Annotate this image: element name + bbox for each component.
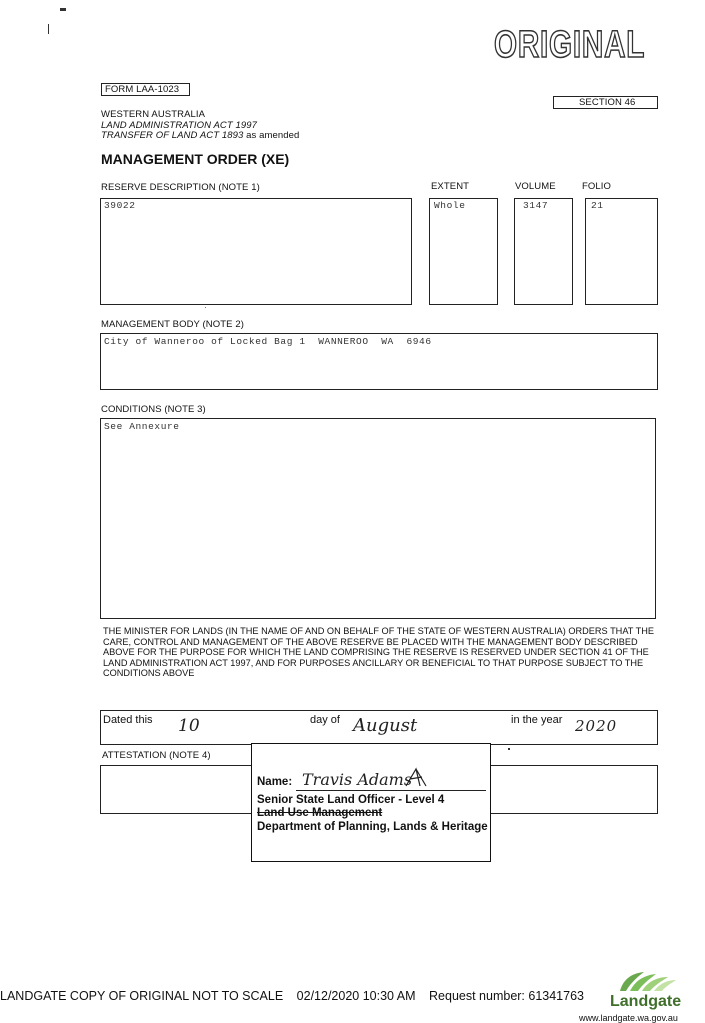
management-body-field <box>100 333 658 390</box>
conditions-field <box>100 418 656 619</box>
request-number: Request number: 61341763 <box>429 989 584 1003</box>
name-label: Name: <box>257 776 293 788</box>
act-land-administration: LAND ADMINISTRATION ACT 1997 <box>101 120 258 131</box>
reserve-description-value: 39022 <box>104 200 136 211</box>
conditions-value: See Annexure <box>104 421 180 432</box>
act-transfer-name: TRANSFER OF LAND ACT 1893 <box>101 130 244 141</box>
department: Department of Planning, Lands & Heritage <box>257 821 488 833</box>
month-value: August <box>353 715 418 736</box>
volume-field <box>514 198 573 305</box>
landgate-website: www.landgate.wa.gov.au <box>579 1013 678 1023</box>
management-body-label: MANAGEMENT BODY (NOTE 2) <box>101 319 244 330</box>
scan-artifact <box>205 307 206 308</box>
form-number-box <box>101 83 190 96</box>
folio-label: FOLIO <box>582 181 612 192</box>
reserve-description-label: RESERVE DESCRIPTION (NOTE 1) <box>101 182 260 193</box>
act-transfer-of-land <box>101 130 299 141</box>
management-body-value: City of Wanneroo of Locked Bag 1 WANNEROO WA 6946 <box>104 336 432 347</box>
signature-line <box>296 790 486 791</box>
volume-label: VOLUME <box>515 181 556 192</box>
dated-this-label: Dated this <box>103 714 153 726</box>
reserve-description-field <box>100 198 412 305</box>
original-stamp: ORIGINAL <box>494 24 646 66</box>
page-title: MANAGEMENT ORDER (XE) <box>101 151 290 167</box>
landgate-logo-text: Landgate <box>610 993 682 1010</box>
scan-artifact <box>508 748 510 750</box>
day-value: 10 <box>178 716 200 736</box>
day-of-label: day of <box>310 714 340 726</box>
copy-notice: LANDGATE COPY OF ORIGINAL NOT TO SCALE <box>0 989 284 1003</box>
copy-notice-line <box>0 989 584 1003</box>
folio-field <box>585 198 658 305</box>
officer-stamp <box>251 743 491 862</box>
print-datetime: 02/12/2020 10:30 AM <box>296 989 416 1003</box>
attestation-label: ATTESTATION (NOTE 4) <box>102 750 211 761</box>
volume-value: 3147 <box>523 200 549 211</box>
extent-label: EXTENT <box>431 181 470 192</box>
year-value: 2020 <box>575 717 618 735</box>
signature-mark <box>402 766 432 790</box>
extent-field <box>429 198 498 305</box>
form-number: FORM LAA-1023 <box>105 84 180 95</box>
year-label: in the year <box>511 714 563 726</box>
jurisdiction: WESTERN AUSTRALIA <box>101 109 206 120</box>
struck-unit: Land Use Management <box>257 807 383 819</box>
dated-row <box>100 710 658 745</box>
act-transfer-suffix: as amended <box>243 130 300 141</box>
section-box <box>553 96 658 109</box>
scan-artifact <box>48 24 49 34</box>
section-label: SECTION 46 <box>579 97 636 108</box>
officer-position: Senior State Land Officer - Level 4 <box>257 794 445 806</box>
conditions-label: CONDITIONS (NOTE 3) <box>101 404 206 415</box>
folio-value: 21 <box>591 200 604 211</box>
extent-value: Whole <box>434 200 466 211</box>
scan-artifact <box>60 8 66 11</box>
landgate-leaves-icon <box>614 969 684 995</box>
order-statement: THE MINISTER FOR LANDS (IN THE NAME OF AND ON BEHALF OF THE STATE OF WESTERN AUSTRALIA) ORDERS THAT THE CARE, CONTROL AND MANAGEMENT OF THE ABOVE RESERVE BE PLACED WITH THE MANAGEMENT BODY DESCRIBED ABOVE FOR THE PURPOSE FOR WHICH THE LAND COMPRISING THE RESERVE IS RESERVED UNDER SECTION 41 OF THE LAND ADMINISTRATION ACT 1997, AND FOR PURPOSES ANCILLARY OR BENEFICIAL TO THAT PURPOSE SUBJECT TO THE CONDITIONS ABOVE <box>103 626 654 678</box>
signatory-name: Travis Adams <box>302 770 413 789</box>
